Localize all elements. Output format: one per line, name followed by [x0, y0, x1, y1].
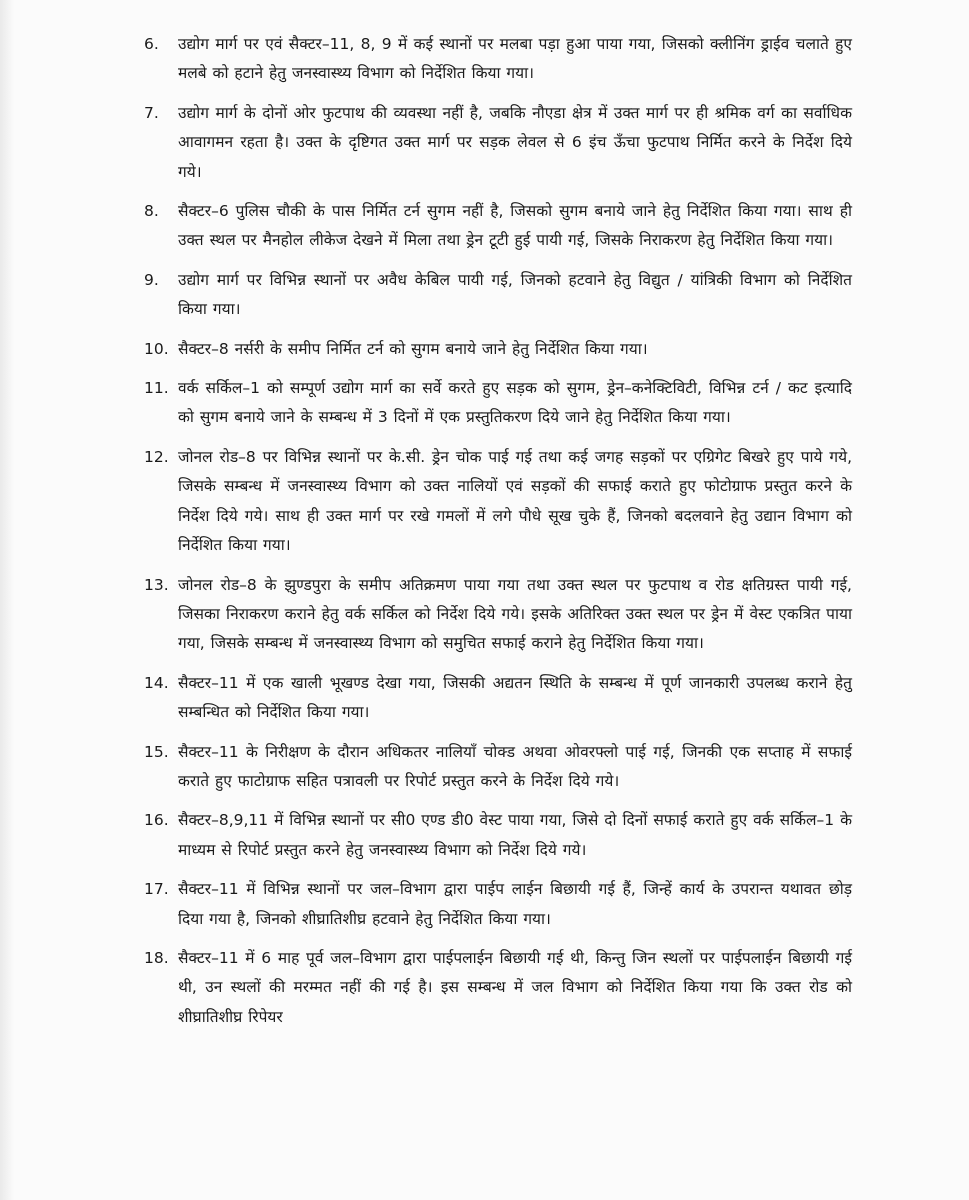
- list-item-17: [144, 875, 852, 934]
- list-item-8: [144, 197, 852, 256]
- list-item-9: [144, 266, 852, 325]
- item-number: 16.: [144, 811, 169, 830]
- list-item-6: [144, 30, 852, 89]
- item-text: सैक्टर–8 नर्सरी के समीप निर्मित टर्न को सुगम बनाये जाने हेतु निर्देशित किया गया।: [178, 339, 648, 358]
- list-item-18: [144, 944, 852, 1032]
- list-item-12: [144, 443, 852, 561]
- item-number: 17.: [144, 880, 169, 899]
- item-text: जोनल रोड–8 पर विभिन्न स्थानों पर के.सी. ड्रेन चोक पाई गई तथा कई जगह सड़कों पर एग्रिगेट बिखरे हुए पाये गये, जिसके सम्बन्ध में जनस्वास्थ्य विभाग को उक्त नालियों एवं सड़कों की सफाई कराते हुए फोटोग्राफ प्रस्तुत करने के निर्देश दिये गये। साथ ही उक्त मार्ग पर रखे गमलों में लगे पौधे सूख चुके हैं, जिनको बदलवाने हेतु उद्यान विभाग को निर्देशित किया गया।: [178, 447, 852, 555]
- item-text: सैक्टर–11 में एक खाली भूखण्ड देखा गया, जिसकी अद्यतन स्थिति के सम्बन्ध में पूर्ण जानकारी उपलब्ध कराने हेतु सम्बन्धित को निर्देशित किया गया।: [178, 673, 852, 722]
- item-number: 14.: [144, 673, 169, 692]
- item-text: उद्योग मार्ग पर एवं सैक्टर–11, 8, 9 में कई स्थानों पर मलबा पड़ा हुआ पाया गया, जिसको क्लीनिंग ड्राईव चलाते हुए मलबे को हटाने हेतु जनस्वास्थ्य विभाग को निर्देशित किया गया।: [178, 35, 852, 83]
- list-item-15: [144, 738, 852, 797]
- item-text: सैक्टर–6 पुलिस चौकी के पास निर्मित टर्न सुगम नहीं है, जिसको सुगम बनाये जाने हेतु निर्देशित किया गया। साथ ही उक्त स्थल पर मैनहोल लीकेज देखने में मिला तथा ड्रेन टूटी हुई पायी गई, जिसके निराकरण हेतु निर्देशित किया गया।: [178, 202, 852, 250]
- list-item-13: [144, 571, 852, 659]
- item-number: 9.: [144, 270, 159, 289]
- item-text: सैक्टर–11 में 6 माह पूर्व जल–विभाग द्वारा पाईपलाईन बिछायी गई थी, किन्तु जिन स्थलों पर पाईपलाईन बिछायी गई थी, उन स्थलों की मरम्मत नहीं की गई है। इस सम्बन्ध में जल विभाग को निर्देशित किया गया कि उक्त रोड को शीघ्रातिशीघ्र रिपेयर: [178, 948, 852, 1026]
- list-item-11: [144, 374, 852, 433]
- list-item-7: [144, 99, 852, 187]
- item-text: सैक्टर–11 में विभिन्न स्थानों पर जल–विभाग द्वारा पाईप लाईन बिछायी गई हैं, जिन्हें कार्य के उपरान्त यथावत छोड़ दिया गया है, जिनको शीघ्रातिशीघ्र हटवाने हेतु निर्देशित किया गया।: [178, 880, 852, 928]
- item-text: जोनल रोड–8 के झुण्डपुरा के समीप अतिक्रमण पाया गया तथा उक्त स्थल पर फुटपाथ व रोड क्षतिग्रस्त पायी गई, जिसका निराकरण कराने हेतु वर्क सर्किल को निर्देश दिये गये। इसके अतिरिक्त उक्त स्थल पर ड्रेन में वेस्ट एकत्रित पाया गया, जिसके सम्बन्ध में जनस्वास्थ्य विभाग को समुचित सफाई कराने हेतु निर्देशित किया गया।: [178, 575, 852, 653]
- list-item-14: [144, 669, 852, 728]
- item-number: 13.: [144, 575, 169, 594]
- item-number: 10.: [144, 339, 169, 358]
- item-number: 11.: [144, 379, 169, 398]
- list-item-10: [144, 335, 852, 364]
- list-item-16: [144, 806, 852, 865]
- item-number: 7.: [144, 103, 159, 122]
- item-number: 12.: [144, 447, 169, 466]
- item-number: 18.: [144, 948, 169, 967]
- item-text: उद्योग मार्ग पर विभिन्न स्थानों पर अवैध केबिल पायी गई, जिनको हटवाने हेतु विद्युत / यांत्रिकी विभाग को निर्देशित किया गया।: [178, 270, 852, 319]
- item-text: सैक्टर–8,9,11 में विभिन्न स्थानों पर सी0 एण्ड डी0 वेस्ट पाया गया, जिसे दो दिनों सफाई कराते हुए वर्क सर्किल–1 के माध्यम से रिपोर्ट प्रस्तुत करने हेतु जनस्वास्थ्य विभाग को निर्देश दिये गये।: [178, 811, 852, 859]
- item-number: 15.: [144, 742, 169, 761]
- item-text: सैक्टर–11 के निरीक्षण के दौरान अधिकतर नालियाँ चोक्ड अथवा ओवरफ्लो पाई गई, जिनकी एक सप्ताह में सफाई कराते हुए फाटोग्राफ सहित पत्रावली पर रिपोर्ट प्रस्तुत करने के निर्देश दिये गये।: [178, 742, 852, 790]
- numbered-list: [144, 30, 852, 1042]
- item-text: वर्क सर्किल–1 को सम्पूर्ण उद्योग मार्ग का सर्वे करते हुए सड़क को सुगम, ड्रेन–कनेक्टिविटी, विभिन्न टर्न / कट इत्यादि को सुगम बनाये जाने के सम्बन्ध में 3 दिनों में एक प्रस्तुतिकरण दिये जाने हेतु निर्देशित किया गया।: [178, 379, 852, 427]
- item-number: 6.: [144, 35, 159, 53]
- item-number: 8.: [144, 202, 159, 221]
- item-text: उद्योग मार्ग के दोनों ओर फुटपाथ की व्यवस्था नहीं है, जबकि नौएडा क्षेत्र में उक्त मार्ग पर ही श्रमिक वर्ग का सर्वाधिक आवागमन रहता है। उक्त के दृष्टिगत उक्त मार्ग पर सड़क लेवल से 6 इंच ऊँचा फुटपाथ निर्मित करने के निर्देश दिये गये।: [178, 103, 852, 181]
